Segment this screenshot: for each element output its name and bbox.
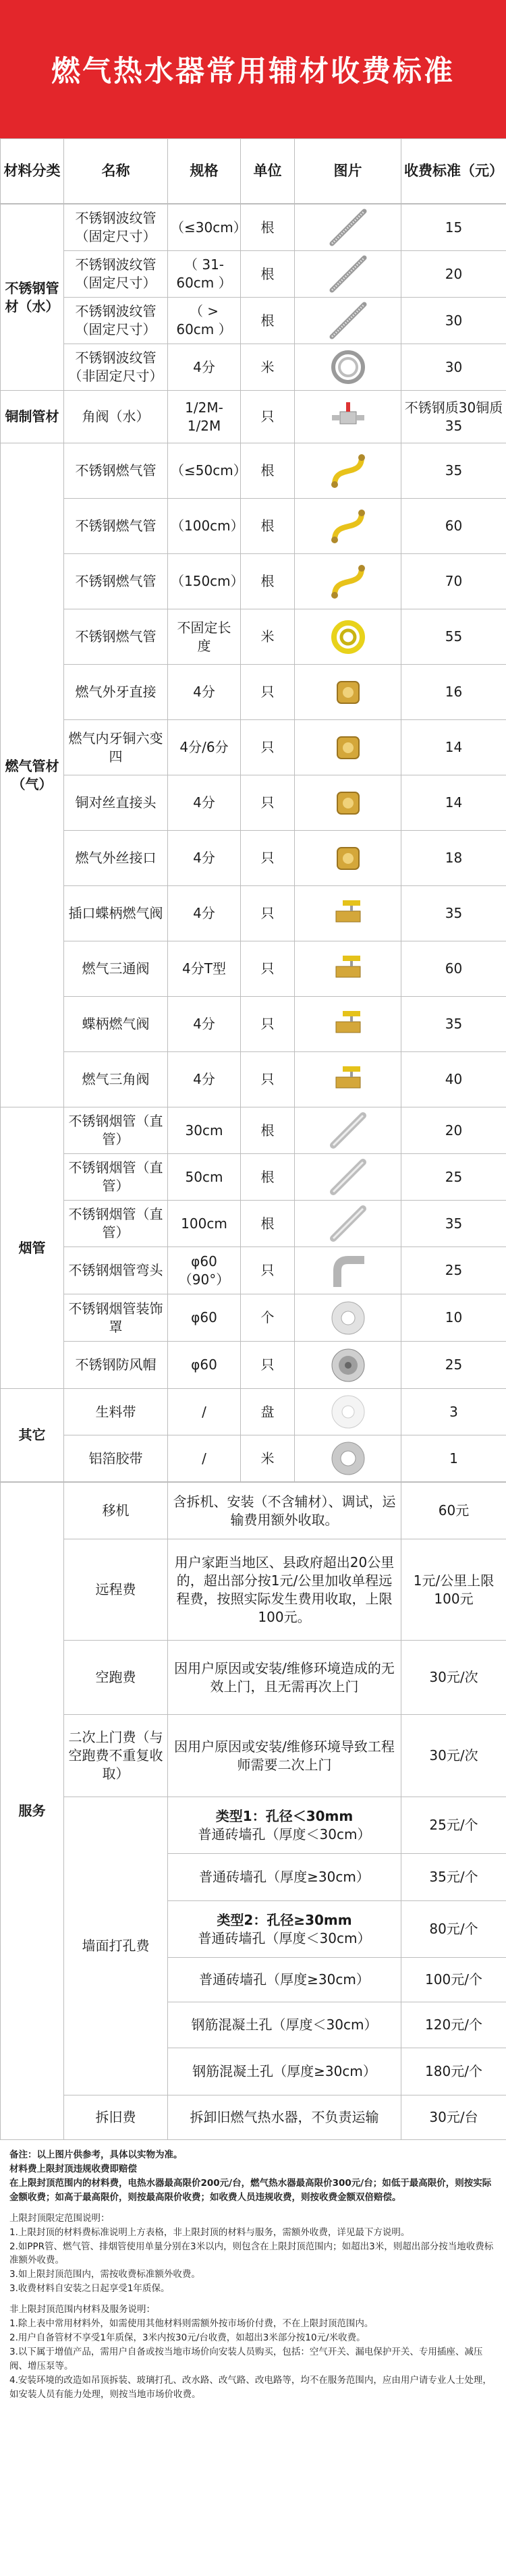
wall-type-2-label: 类型2：孔径≥30mm — [217, 1911, 352, 1928]
item-price: 25 — [401, 1154, 506, 1201]
table-row — [1, 1294, 506, 1342]
item-spec: 1/2M-1/2M — [168, 391, 241, 443]
item-spec: 4分 — [168, 344, 241, 391]
item-price: 14 — [401, 775, 506, 831]
wall-type-1-label: 类型1：孔径＜30mm — [215, 1807, 354, 1824]
item-name: 不锈钢燃气管 — [64, 499, 168, 554]
item-unit: 米 — [241, 609, 295, 665]
item-spec: 100cm — [168, 1201, 241, 1247]
item-spec: （ 31-60cm ） — [168, 251, 241, 298]
table-row — [1, 1201, 506, 1247]
header-price: 收费标准（元） — [401, 139, 506, 204]
category-copper-pipe: 铜制管材 — [1, 391, 64, 443]
note-line: 1.除上表中常用材料外，如需使用其他材料则需额外按市场价付费，不在上限封顶范围内。 — [9, 2318, 374, 2330]
wall-option: 钢筋混凝土孔（厚度≥30cm） — [168, 2048, 401, 2095]
item-name: 生料带 — [64, 1389, 168, 1435]
fee-table — [0, 138, 506, 204]
item-picture — [295, 941, 401, 997]
item-name: 不锈钢燃气管 — [64, 443, 168, 499]
item-price: 10 — [401, 1294, 506, 1342]
item-unit: 只 — [241, 1052, 295, 1107]
item-name: 不锈钢波纹管（固定尺寸） — [64, 251, 168, 298]
table-row — [1, 1715, 506, 1797]
brass-image — [327, 671, 370, 714]
item-picture — [295, 344, 401, 391]
item-unit: 根 — [241, 298, 295, 344]
service-price: 30元/台 — [401, 2095, 506, 2140]
header-unit: 单位 — [241, 139, 295, 204]
table-row — [1, 298, 506, 344]
item-picture — [295, 1154, 401, 1201]
item-unit: 个 — [241, 1294, 295, 1342]
item-price: 1 — [401, 1435, 506, 1482]
header-category: 材料分类 — [1, 139, 64, 204]
service-price: 1元/公里上限100元 — [401, 1539, 506, 1641]
wall-option: 普通砖墙孔（厚度≥30cm） — [168, 1958, 401, 2002]
service-desc: 拆卸旧燃气热水器，不负责运输 — [168, 2095, 401, 2140]
item-picture — [295, 665, 401, 720]
table-row — [1, 344, 506, 391]
wall-option: 钢筋混凝土孔（厚度＜30cm） — [168, 2002, 401, 2048]
service-price: 25元/个 — [401, 1797, 506, 1854]
item-name: 不锈钢波纹管（固定尺寸） — [64, 204, 168, 251]
item-spec: φ60 — [168, 1294, 241, 1342]
item-unit: 只 — [241, 1342, 295, 1389]
item-name: 不锈钢烟管弯头 — [64, 1247, 168, 1294]
page-title: 燃气热水器常用辅材收费标准 — [51, 55, 455, 88]
note-line: 非上限封顶范围内材料及服务说明： — [9, 2304, 155, 2315]
table-row — [1, 1247, 506, 1294]
item-name: 不锈钢烟管（直管） — [64, 1107, 168, 1154]
ring-image — [327, 1296, 370, 1340]
table-row — [1, 1107, 506, 1154]
item-spec: 4分 — [168, 665, 241, 720]
table-row — [1, 1389, 506, 1435]
item-price: 60 — [401, 941, 506, 997]
table-row — [1, 941, 506, 997]
item-picture — [295, 443, 401, 499]
service-desc: 含拆机、安装（不含辅材）、调试，运输费用额外收取。 — [168, 1483, 401, 1539]
item-spec: / — [168, 1435, 241, 1482]
item-spec: 不固定长度 — [168, 609, 241, 665]
category-other: 其它 — [1, 1389, 64, 1482]
brass-image — [327, 837, 370, 880]
item-price: 20 — [401, 1107, 506, 1154]
item-price: 35 — [401, 997, 506, 1052]
title-banner — [0, 0, 506, 138]
table-row — [1, 1539, 506, 1641]
tape-image — [327, 1390, 370, 1433]
cap-image — [327, 1344, 370, 1387]
item-unit: 只 — [241, 997, 295, 1052]
service-name: 移机 — [64, 1483, 168, 1539]
item-price: 25 — [401, 1247, 506, 1294]
item-price: 30 — [401, 298, 506, 344]
item-spec: 4分 — [168, 775, 241, 831]
item-price: 3 — [401, 1389, 506, 1435]
service-desc: 因用户原因或安装/维修环境导致工程师需要二次上门 — [168, 1715, 401, 1797]
service-price: 80元/个 — [401, 1901, 506, 1958]
item-name: 蝶柄燃气阀 — [64, 997, 168, 1052]
item-unit: 只 — [241, 665, 295, 720]
item-picture — [295, 831, 401, 886]
item-picture — [295, 609, 401, 665]
header-spec: 规格 — [168, 139, 241, 204]
table-row — [1, 1435, 506, 1482]
item-picture — [295, 204, 401, 251]
bvalve-image — [327, 892, 370, 935]
item-name: 插口蝶柄燃气阀 — [64, 886, 168, 941]
note-line: 3.收费材料自安装之日起享受1年质保。 — [9, 2283, 170, 2295]
item-unit: 根 — [241, 499, 295, 554]
item-name: 铝箔胶带 — [64, 1435, 168, 1482]
note-line: 2.用户自备管材不享受1年质保，3米内按30元/台收费，如超出3米部分按10元/米收费。 — [9, 2332, 366, 2344]
note-line: 4.安装环境的改造如吊顶拆装、玻璃打孔、改水路、改气路、改电路等，均不在服务范围内，应由用户请专业人士处理，如安装人员有能力处理，则按当地市场价收费。 — [9, 2374, 492, 2400]
item-price: 20 — [401, 251, 506, 298]
item-picture — [295, 997, 401, 1052]
item-price: 18 — [401, 831, 506, 886]
table-row — [1, 2095, 506, 2140]
item-price: 35 — [401, 443, 506, 499]
item-spec: 4分T型 — [168, 941, 241, 997]
service-price: 30元/次 — [401, 1641, 506, 1715]
item-unit: 根 — [241, 1201, 295, 1247]
item-picture — [295, 775, 401, 831]
note-line: 2.如PPR管、燃气管、排烟管使用单量分别在3米以内，则包含在上限封顶范围内；如超出3米，则超出部分按当地收费标准额外收费。 — [9, 2241, 494, 2266]
note-line: 上限封顶限定范围说明： — [9, 2212, 110, 2224]
item-picture — [295, 1389, 401, 1435]
hose-image — [327, 299, 370, 342]
wall-option: 普通砖墙孔（厚度＜30cm） — [198, 1929, 371, 1946]
item-price: 40 — [401, 1052, 506, 1107]
service-price: 180元/个 — [401, 2048, 506, 2095]
item-price: 35 — [401, 886, 506, 941]
service-name: 二次上门费（与空跑费不重复收取） — [64, 1715, 168, 1797]
wall-option: 普通砖墙孔（厚度＜30cm） — [198, 1826, 371, 1842]
pipe-image — [327, 1155, 370, 1199]
table-row — [1, 554, 506, 609]
item-price: 不锈钢质30铜质35 — [401, 391, 506, 443]
bvalve-image — [327, 948, 370, 991]
hose-image — [327, 252, 370, 296]
item-unit: 只 — [241, 775, 295, 831]
item-picture — [295, 1201, 401, 1247]
notes-section — [0, 2140, 506, 2402]
item-name: 不锈钢波纹管（固定尺寸） — [64, 298, 168, 344]
item-unit: 只 — [241, 720, 295, 775]
item-name: 燃气外牙直接 — [64, 665, 168, 720]
table-row — [1, 443, 506, 499]
coil-image — [327, 346, 370, 389]
item-spec: 30cm — [168, 1107, 241, 1154]
item-picture — [295, 1342, 401, 1389]
item-unit: 只 — [241, 941, 295, 997]
table-row — [1, 609, 506, 665]
item-unit: 只 — [241, 391, 295, 443]
table-row — [1, 1797, 506, 1854]
note-line: 1.上限封顶的材料费标准说明上方表格，非上限封顶的材料与服务，需额外收费，详见最下方说明。 — [9, 2226, 410, 2238]
item-spec: （100cm） — [168, 499, 241, 554]
item-name: 不锈钢烟管（直管） — [64, 1201, 168, 1247]
table-row — [1, 1483, 506, 1539]
table-row — [1, 499, 506, 554]
item-name: 不锈钢燃气管 — [64, 554, 168, 609]
bvalve-image — [327, 1003, 370, 1046]
service-name: 拆旧费 — [64, 2095, 168, 2140]
valve-image — [327, 395, 370, 439]
item-picture — [295, 499, 401, 554]
item-picture — [295, 391, 401, 443]
service-price: 60元 — [401, 1483, 506, 1539]
wall-type-2 — [168, 1901, 401, 1958]
item-name: 不锈钢防风帽 — [64, 1342, 168, 1389]
service-desc: 用户家距当地区、县政府超出20公里的，超出部分按1元/公里加收单程远程费，按照实际发生费用收取，上限100元。 — [168, 1539, 401, 1641]
item-spec: （ > 60cm ） — [168, 298, 241, 344]
item-picture — [295, 1052, 401, 1107]
item-unit: 只 — [241, 886, 295, 941]
wall-type-1 — [168, 1797, 401, 1854]
item-unit: 根 — [241, 1107, 295, 1154]
yhose-image — [327, 505, 370, 548]
item-picture — [295, 1294, 401, 1342]
note-line: 材料费上限封顶违规收费即赔偿 — [9, 2163, 137, 2174]
item-name: 燃气三通阀 — [64, 941, 168, 997]
note-line: 备注：以上图片供参考，具体以实物为准。 — [9, 2149, 183, 2160]
item-name: 燃气内牙铜六变四 — [64, 720, 168, 775]
item-spec: 4分 — [168, 831, 241, 886]
item-unit: 米 — [241, 344, 295, 391]
item-name: 不锈钢烟管装饰罩 — [64, 1294, 168, 1342]
note-line: 3.以下属于增值产品，需用户自备或按当地市场价向安装人员购买，包括：空气开关、漏电保护开关、专用插座、减压阀、增压泵等。 — [9, 2346, 483, 2372]
item-spec: 4分 — [168, 886, 241, 941]
item-price: 35 — [401, 1201, 506, 1247]
item-name: 不锈钢烟管（直管） — [64, 1154, 168, 1201]
item-unit: 根 — [241, 204, 295, 251]
table-row — [1, 1154, 506, 1201]
table-row — [1, 997, 506, 1052]
item-spec: 4分 — [168, 1052, 241, 1107]
item-price: 15 — [401, 204, 506, 251]
item-picture — [295, 251, 401, 298]
item-unit: 根 — [241, 1154, 295, 1201]
item-spec: （≤30cm） — [168, 204, 241, 251]
service-name: 墙面打孔费 — [64, 1797, 168, 2095]
item-price: 30 — [401, 344, 506, 391]
service-price: 100元/个 — [401, 1958, 506, 2002]
item-price: 16 — [401, 665, 506, 720]
pipe-image — [327, 1202, 370, 1245]
service-desc: 因用户原因或安装/维修环境造成的无效上门，且无需再次上门 — [168, 1641, 401, 1715]
service-price: 30元/次 — [401, 1715, 506, 1797]
table-row — [1, 665, 506, 720]
item-name: 不锈钢波纹管（非固定尺寸） — [64, 344, 168, 391]
service-price: 35元/个 — [401, 1854, 506, 1901]
item-spec: 4分/6分 — [168, 720, 241, 775]
item-price: 60 — [401, 499, 506, 554]
materials-table — [0, 204, 506, 1482]
table-row — [1, 1342, 506, 1389]
item-price: 55 — [401, 609, 506, 665]
item-name: 铜对丝直接头 — [64, 775, 168, 831]
item-name: 燃气外丝接口 — [64, 831, 168, 886]
table-row — [1, 204, 506, 251]
service-name: 远程费 — [64, 1539, 168, 1641]
item-picture — [295, 298, 401, 344]
brass-image — [327, 726, 370, 769]
item-unit: 盘 — [241, 1389, 295, 1435]
table-row — [1, 720, 506, 775]
item-name: 不锈钢燃气管 — [64, 609, 168, 665]
alu-image — [327, 1437, 370, 1480]
wall-option: 普通砖墙孔（厚度≥30cm） — [168, 1854, 401, 1901]
table-row — [1, 775, 506, 831]
item-unit: 只 — [241, 831, 295, 886]
table-row — [1, 1641, 506, 1715]
item-price: 70 — [401, 554, 506, 609]
table-row — [1, 1052, 506, 1107]
pipe-image — [327, 1109, 370, 1152]
item-picture — [295, 554, 401, 609]
yhose-image — [327, 449, 370, 493]
item-price: 25 — [401, 1342, 506, 1389]
item-spec: 4分 — [168, 997, 241, 1052]
item-name: 角阀（水） — [64, 391, 168, 443]
category-flue-pipe: 烟管 — [1, 1107, 64, 1389]
item-picture — [295, 886, 401, 941]
service-price: 120元/个 — [401, 2002, 506, 2048]
yhose-image — [327, 560, 370, 603]
item-unit: 米 — [241, 1435, 295, 1482]
item-spec: / — [168, 1389, 241, 1435]
table-header-row — [1, 139, 506, 204]
brass-image — [327, 782, 370, 825]
category-gas-pipe: 燃气管材（气） — [1, 443, 64, 1107]
item-picture — [295, 1247, 401, 1294]
item-spec: （≤50cm） — [168, 443, 241, 499]
table-row — [1, 391, 506, 443]
header-name: 名称 — [64, 139, 168, 204]
category-service: 服务 — [1, 1483, 64, 2140]
bvalve-image — [327, 1058, 370, 1101]
item-spec: φ60（90°） — [168, 1247, 241, 1294]
item-name: 燃气三角阀 — [64, 1052, 168, 1107]
item-price: 14 — [401, 720, 506, 775]
table-row — [1, 251, 506, 298]
item-picture — [295, 1435, 401, 1482]
item-unit: 只 — [241, 1247, 295, 1294]
hose-image — [327, 206, 370, 249]
ycoil-image — [327, 615, 370, 659]
category-steel-pipe: 不锈钢管材（水） — [1, 204, 64, 391]
item-unit: 根 — [241, 443, 295, 499]
service-name: 空跑费 — [64, 1641, 168, 1715]
note-line: 在上限封顶范围内的材料费，电热水器最高限价200元/台，燃气热水器最高限价300元/台；如低于最高限价，则按实际金额收费；如高于最高限价，则按最高限价收费；如收费人员违规收费，则按收费金额双倍赔偿。 — [9, 2177, 492, 2203]
item-unit: 根 — [241, 251, 295, 298]
header-picture: 图片 — [295, 139, 401, 204]
elbow-image — [327, 1249, 370, 1292]
table-row — [1, 886, 506, 941]
item-spec: （150cm） — [168, 554, 241, 609]
note-line: 3.如上限封顶范围内，需按收费标准额外收费。 — [9, 2269, 200, 2280]
item-picture — [295, 720, 401, 775]
item-spec: 50cm — [168, 1154, 241, 1201]
item-spec: φ60 — [168, 1342, 241, 1389]
item-unit: 根 — [241, 554, 295, 609]
service-table — [0, 1482, 506, 2140]
item-picture — [295, 1107, 401, 1154]
table-row — [1, 831, 506, 886]
